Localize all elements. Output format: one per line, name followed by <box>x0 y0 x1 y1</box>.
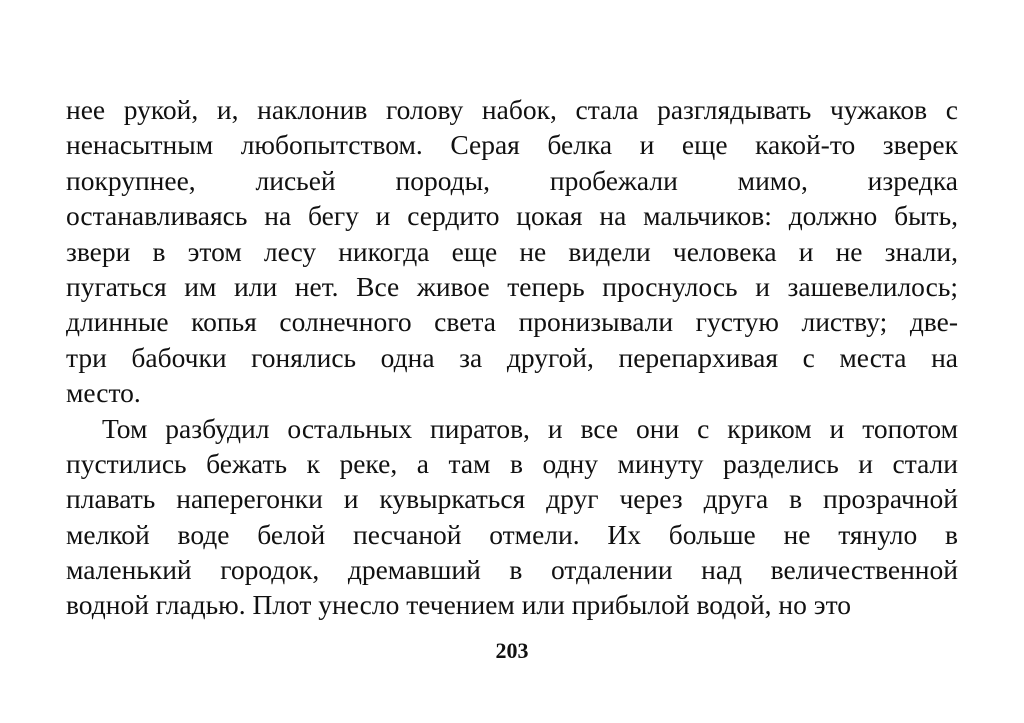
text-line: место. <box>66 377 141 409</box>
paragraph-1 <box>66 92 958 411</box>
text-line: плавать наперегонки и кувыркаться друг через друга в прозрачной <box>66 483 958 515</box>
text-line: ненасытным любопытством. Серая белка и еще какой-то зверек <box>66 129 958 161</box>
text-line: длинные копья солнечного света пронизывали густую листву; две- <box>66 306 958 338</box>
page-number: 203 <box>495 638 529 663</box>
text-line: пустились бежать к реке, а там в одну минуту разделись и стали <box>66 447 958 479</box>
paragraph-2 <box>66 411 958 623</box>
text-line: нее рукой, и, наклонив голову набок, стала разглядывать чужаков с <box>66 94 958 125</box>
text-line: пугаться им или нет. Все живое теперь проснулось и зашевелилось; <box>66 270 958 302</box>
text-line: покрупнее, лисьей породы, пробежали мимо, изредка <box>66 164 958 196</box>
text-line: останавливаясь на бегу и сердито цокая на мальчиков: должно быть, <box>66 200 958 232</box>
page-body <box>66 92 958 623</box>
text-line: мелкой воде белой песчаной отмели. Их больше не тянуло в <box>66 518 958 550</box>
text-line: водной гладью. Плот унесло течением или прибылой водой, но это <box>66 589 851 621</box>
text-line: звери в этом лесу никогда еще не видели человека и не знали, <box>66 235 958 267</box>
text-line: Том разбудил остальных пиратов, и все они с криком и топотом <box>102 412 958 444</box>
text-line: три бабочки гонялись одна за другой, перепархивая с места на <box>66 341 958 373</box>
text-line: маленький городок, дремавший в отдалении над величественной <box>66 554 958 586</box>
